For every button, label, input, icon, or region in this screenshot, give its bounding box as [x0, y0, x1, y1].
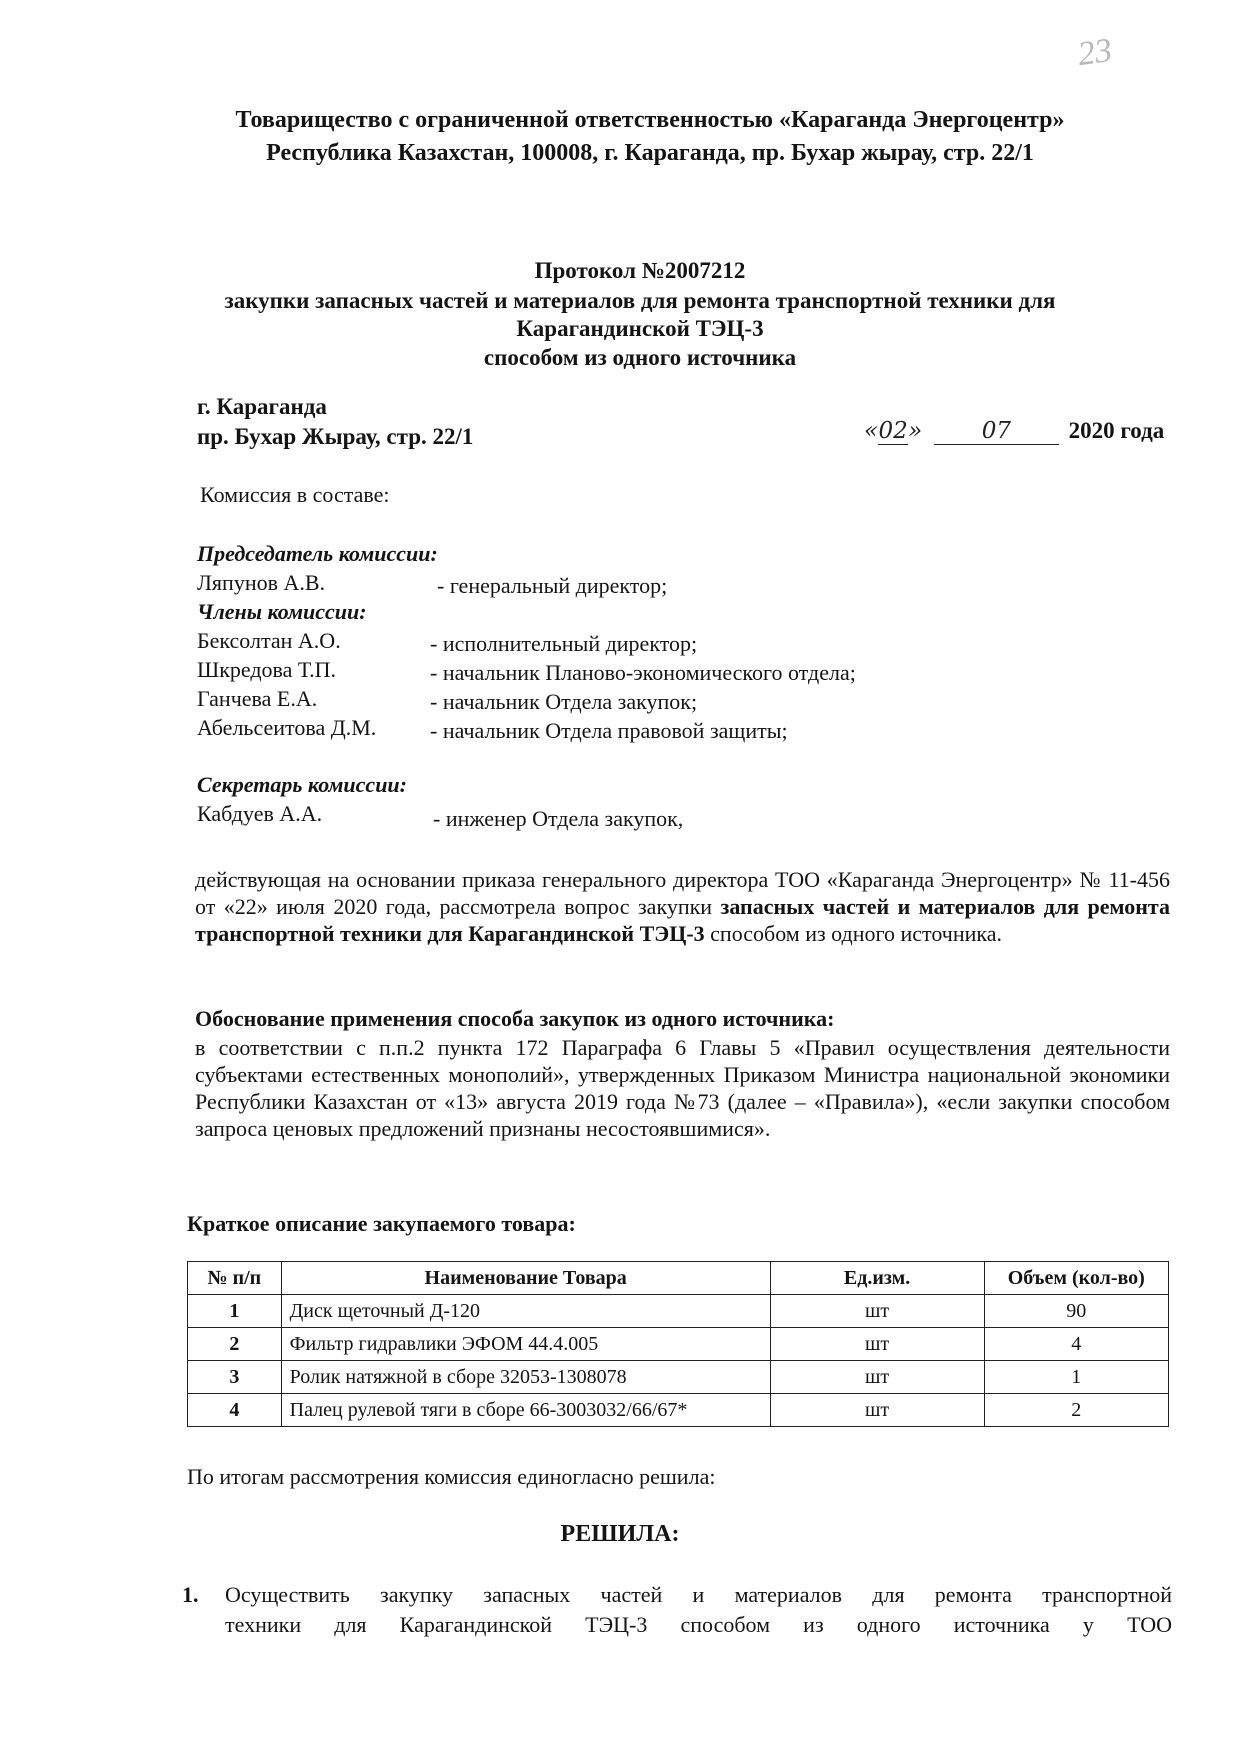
member-name: Шкредова Т.П.: [197, 657, 337, 682]
decision-item: [182, 1580, 1172, 1640]
member-name: Бексолтан А.О.: [197, 628, 341, 653]
protocol-title: Протокол №2007212: [534, 258, 746, 283]
member-role: - начальник Планово-экономического отдела;: [430, 660, 856, 685]
row-quantity: 4: [984, 1328, 1168, 1361]
chair-heading: Председатель комиссии:: [197, 541, 438, 566]
date-month: 07: [934, 418, 1059, 445]
basis-text-bold: запасных частей и материалов для ремонта транспортной техники для Карагандинской ТЭЦ-3: [195, 894, 1170, 946]
row-quantity: 2: [984, 1394, 1168, 1427]
column-header: Объем (кол-во): [984, 1262, 1168, 1295]
column-header: Ед.изм.: [770, 1262, 984, 1295]
member-role: - исполнительный директор;: [430, 631, 698, 656]
secretary-heading: Секретарь комиссии:: [197, 772, 407, 797]
decision-item-line: Осуществить закупку запасных частей и материалов для ремонта транспортной: [225, 1582, 1172, 1607]
row-quantity: 90: [984, 1295, 1168, 1328]
member-role: - начальник Отдела закупок;: [430, 689, 698, 714]
row-unit: шт: [770, 1328, 984, 1361]
row-number: 1: [188, 1295, 282, 1328]
row-item-name: Диск щеточный Д-120: [281, 1295, 770, 1328]
row-number: 4: [188, 1394, 282, 1427]
result-intro: По итогам рассмотрения комиссия единогласно решила:: [187, 1464, 716, 1489]
table-row: [188, 1328, 1169, 1361]
date-open-quote: «: [864, 418, 879, 444]
protocol-subtitle-1: закупки запасных частей и материалов для ремонта транспортной техники для: [224, 288, 1056, 313]
decision-item-line: техники для Карагандинской ТЭЦ-3 способом из одного источника у ТОО: [225, 1612, 1172, 1637]
protocol-date: [864, 418, 1164, 445]
members-heading: Члены комиссии:: [197, 599, 367, 624]
date-day: 02: [878, 418, 908, 444]
table-row: [188, 1295, 1169, 1328]
chair-name: Ляпунов А.В.: [197, 570, 326, 595]
row-unit: шт: [770, 1295, 984, 1328]
decision-heading: РЕШИЛА:: [560, 1521, 680, 1547]
place-city: г. Караганда: [197, 394, 327, 419]
basis-text-start: действующая на основании приказа генерального директора ТОО «Караганда Энергоцентр» № 11-456 от «22» июля 2020 года, рассмотрела вопрос закупки: [195, 867, 1170, 919]
row-quantity: 1: [984, 1361, 1168, 1394]
member-role: - начальник Отдела правовой защиты;: [430, 718, 788, 743]
basis-text-end: способом из одного источника.: [704, 921, 1002, 946]
column-header: № п/п: [188, 1262, 282, 1295]
place-address: пр. Бухар Жырау, стр. 22/1: [197, 424, 474, 449]
justification-paragraph: в соответствии с п.п.2 пункта 172 Параграфа 6 Главы 5 «Правил осуществления деятельности субъектами естественных монополий», утвержденных Приказом Министра национальной экономики Республики Казахстан от «13» августа 2019 года №73 (далее – «Правила»), «если закупки способом запроса ценовых предложений признаны несостоявшимися».: [195, 1035, 1170, 1141]
secretary-role: - инженер Отдела закупок,: [433, 806, 684, 831]
commission-intro: Комиссия в составе:: [200, 482, 390, 507]
org-name-line: Товарищество с ограниченной ответственностью «Караганда Энергоцентр»: [235, 107, 1065, 133]
table-row: [188, 1361, 1169, 1394]
row-unit: шт: [770, 1361, 984, 1394]
protocol-subtitle-2: Карагандинской ТЭЦ-3: [516, 316, 764, 341]
member-name: Ганчева Е.А.: [197, 686, 318, 711]
member-name: Абельсеитова Д.М.: [197, 715, 377, 740]
row-item-name: Фильтр гидравлики ЭФОМ 44.4.005: [281, 1328, 770, 1361]
goods-table: [187, 1261, 1169, 1427]
column-header: Наименование Товара: [281, 1262, 770, 1295]
table-header-row: [188, 1262, 1169, 1295]
chair-role: - генеральный директор;: [437, 573, 668, 598]
table-row: [188, 1394, 1169, 1427]
decision-item-number: 1.: [182, 1582, 199, 1607]
row-number: 2: [188, 1328, 282, 1361]
row-unit: шт: [770, 1394, 984, 1427]
row-item-name: Ролик натяжной в сборе 32053-1308078: [281, 1361, 770, 1394]
corner-handwritten-mark: 23: [1075, 31, 1115, 74]
date-close-quote: »: [908, 418, 923, 444]
justification-heading: Обоснование применения способа закупок из одного источника:: [195, 1006, 835, 1031]
row-number: 3: [188, 1361, 282, 1394]
org-address-line: Республика Казахстан, 100008, г. Караганда, пр. Бухар жырау, стр. 22/1: [266, 140, 1034, 166]
secretary-name: Кабдуев А.А.: [197, 801, 323, 826]
row-item-name: Палец рулевой тяги в сборе 66-3003032/66/67*: [281, 1394, 770, 1427]
date-year: 2020 года: [1068, 418, 1165, 443]
basis-paragraph: [195, 866, 1170, 947]
goods-heading: Краткое описание закупаемого товара:: [187, 1211, 576, 1236]
protocol-subtitle-3: способом из одного источника: [483, 345, 797, 370]
